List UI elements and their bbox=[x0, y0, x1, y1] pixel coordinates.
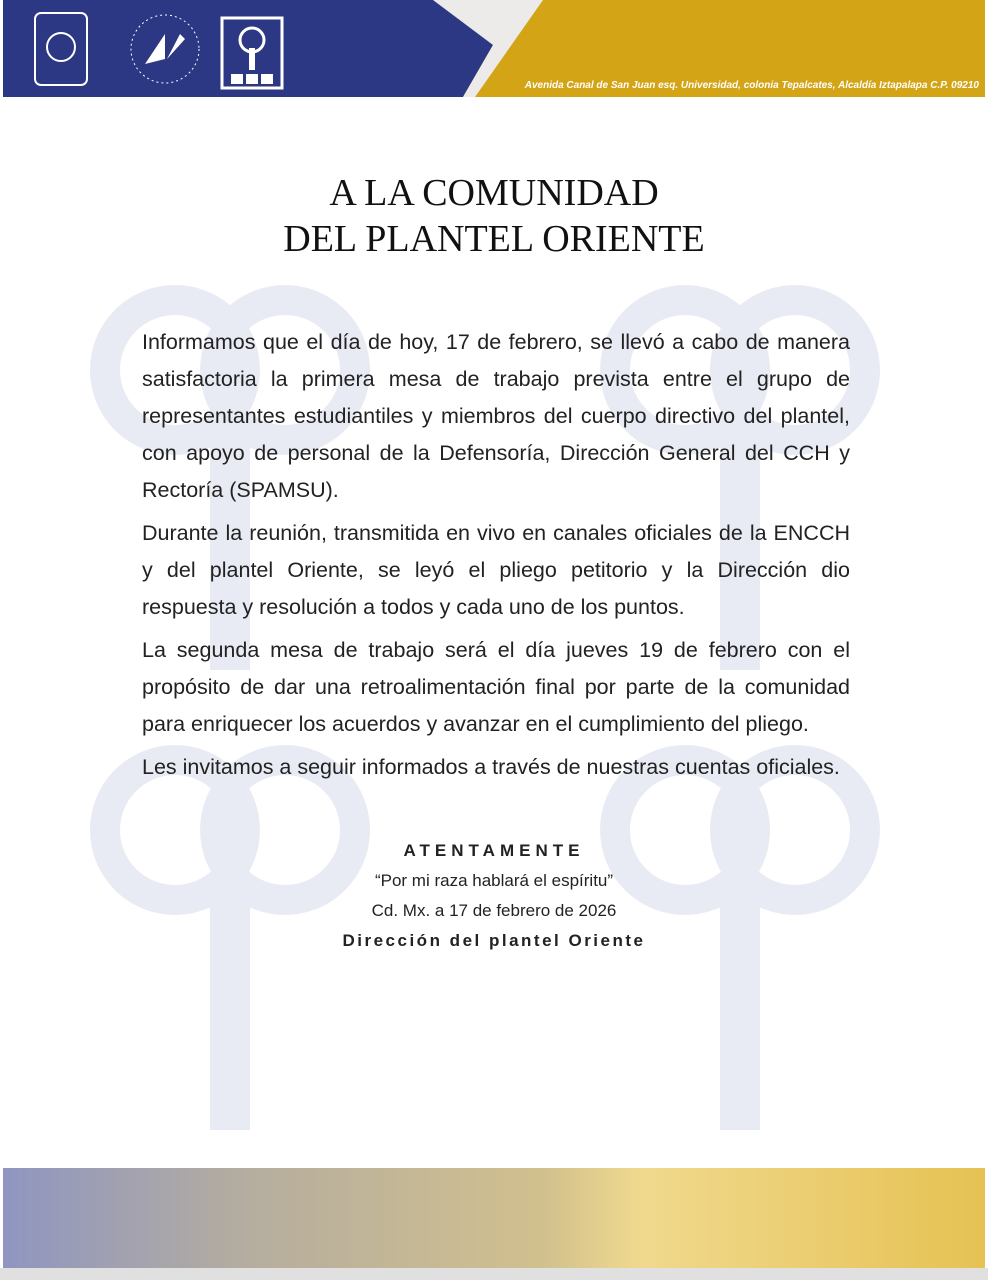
paragraph: Informamos que el día de hoy, 17 de febrero, se llevó a cabo de manera satisfactoria la primera mesa de trabajo prevista entre el grupo de representantes estudiantiles y miembros del cuerpo directivo del plantel, con apoyo de personal de la Defensoría, Dirección General del CCH y Rectoría (SPAMSU). bbox=[142, 330, 850, 502]
title-line-2: DEL PLANTEL ORIENTE bbox=[283, 218, 705, 260]
paragraph: La segunda mesa de trabajo será el día jueves 19 de febrero con el propósito de dar una retroalimentación final por parte de la comunidad para enriquecer los acuerdos y avanzar en el cumplimiento del pliego. bbox=[142, 638, 850, 736]
signature-block bbox=[0, 836, 988, 956]
letterhead-banner bbox=[3, 0, 985, 97]
cch-logo bbox=[125, 8, 205, 90]
address: Avenida Canal de San Juan esq. Universidad, colonia Tepalcates, Alcaldía Iztapalapa C.P. 09210 bbox=[524, 80, 979, 91]
page-title bbox=[0, 170, 988, 262]
cch-oriente-logo bbox=[219, 8, 285, 90]
signer: Dirección del plantel Oriente bbox=[342, 931, 646, 950]
paragraph: Durante la reunión, transmitida en vivo en canales oficiales de la ENCCH y del plantel Oriente, se leyó el pliego petitorio y la Dirección dio respuesta y resolución a todos y cada uno de los puntos. bbox=[142, 521, 850, 619]
closing: ATENTAMENTE bbox=[403, 841, 585, 860]
date: Cd. Mx. a 17 de febrero de 2026 bbox=[371, 901, 617, 920]
paragraph: Les invitamos a seguir informados a través de nuestras cuentas oficiales. bbox=[142, 755, 840, 779]
footer-banner bbox=[3, 1168, 985, 1268]
announcement-body bbox=[142, 324, 850, 786]
motto: “Por mi raza hablará el espíritu” bbox=[374, 871, 614, 890]
letter-content bbox=[0, 170, 988, 956]
page-edge bbox=[0, 1268, 988, 1280]
unam-logo bbox=[31, 8, 91, 90]
title-line-1: A LA COMUNIDAD bbox=[329, 172, 659, 214]
